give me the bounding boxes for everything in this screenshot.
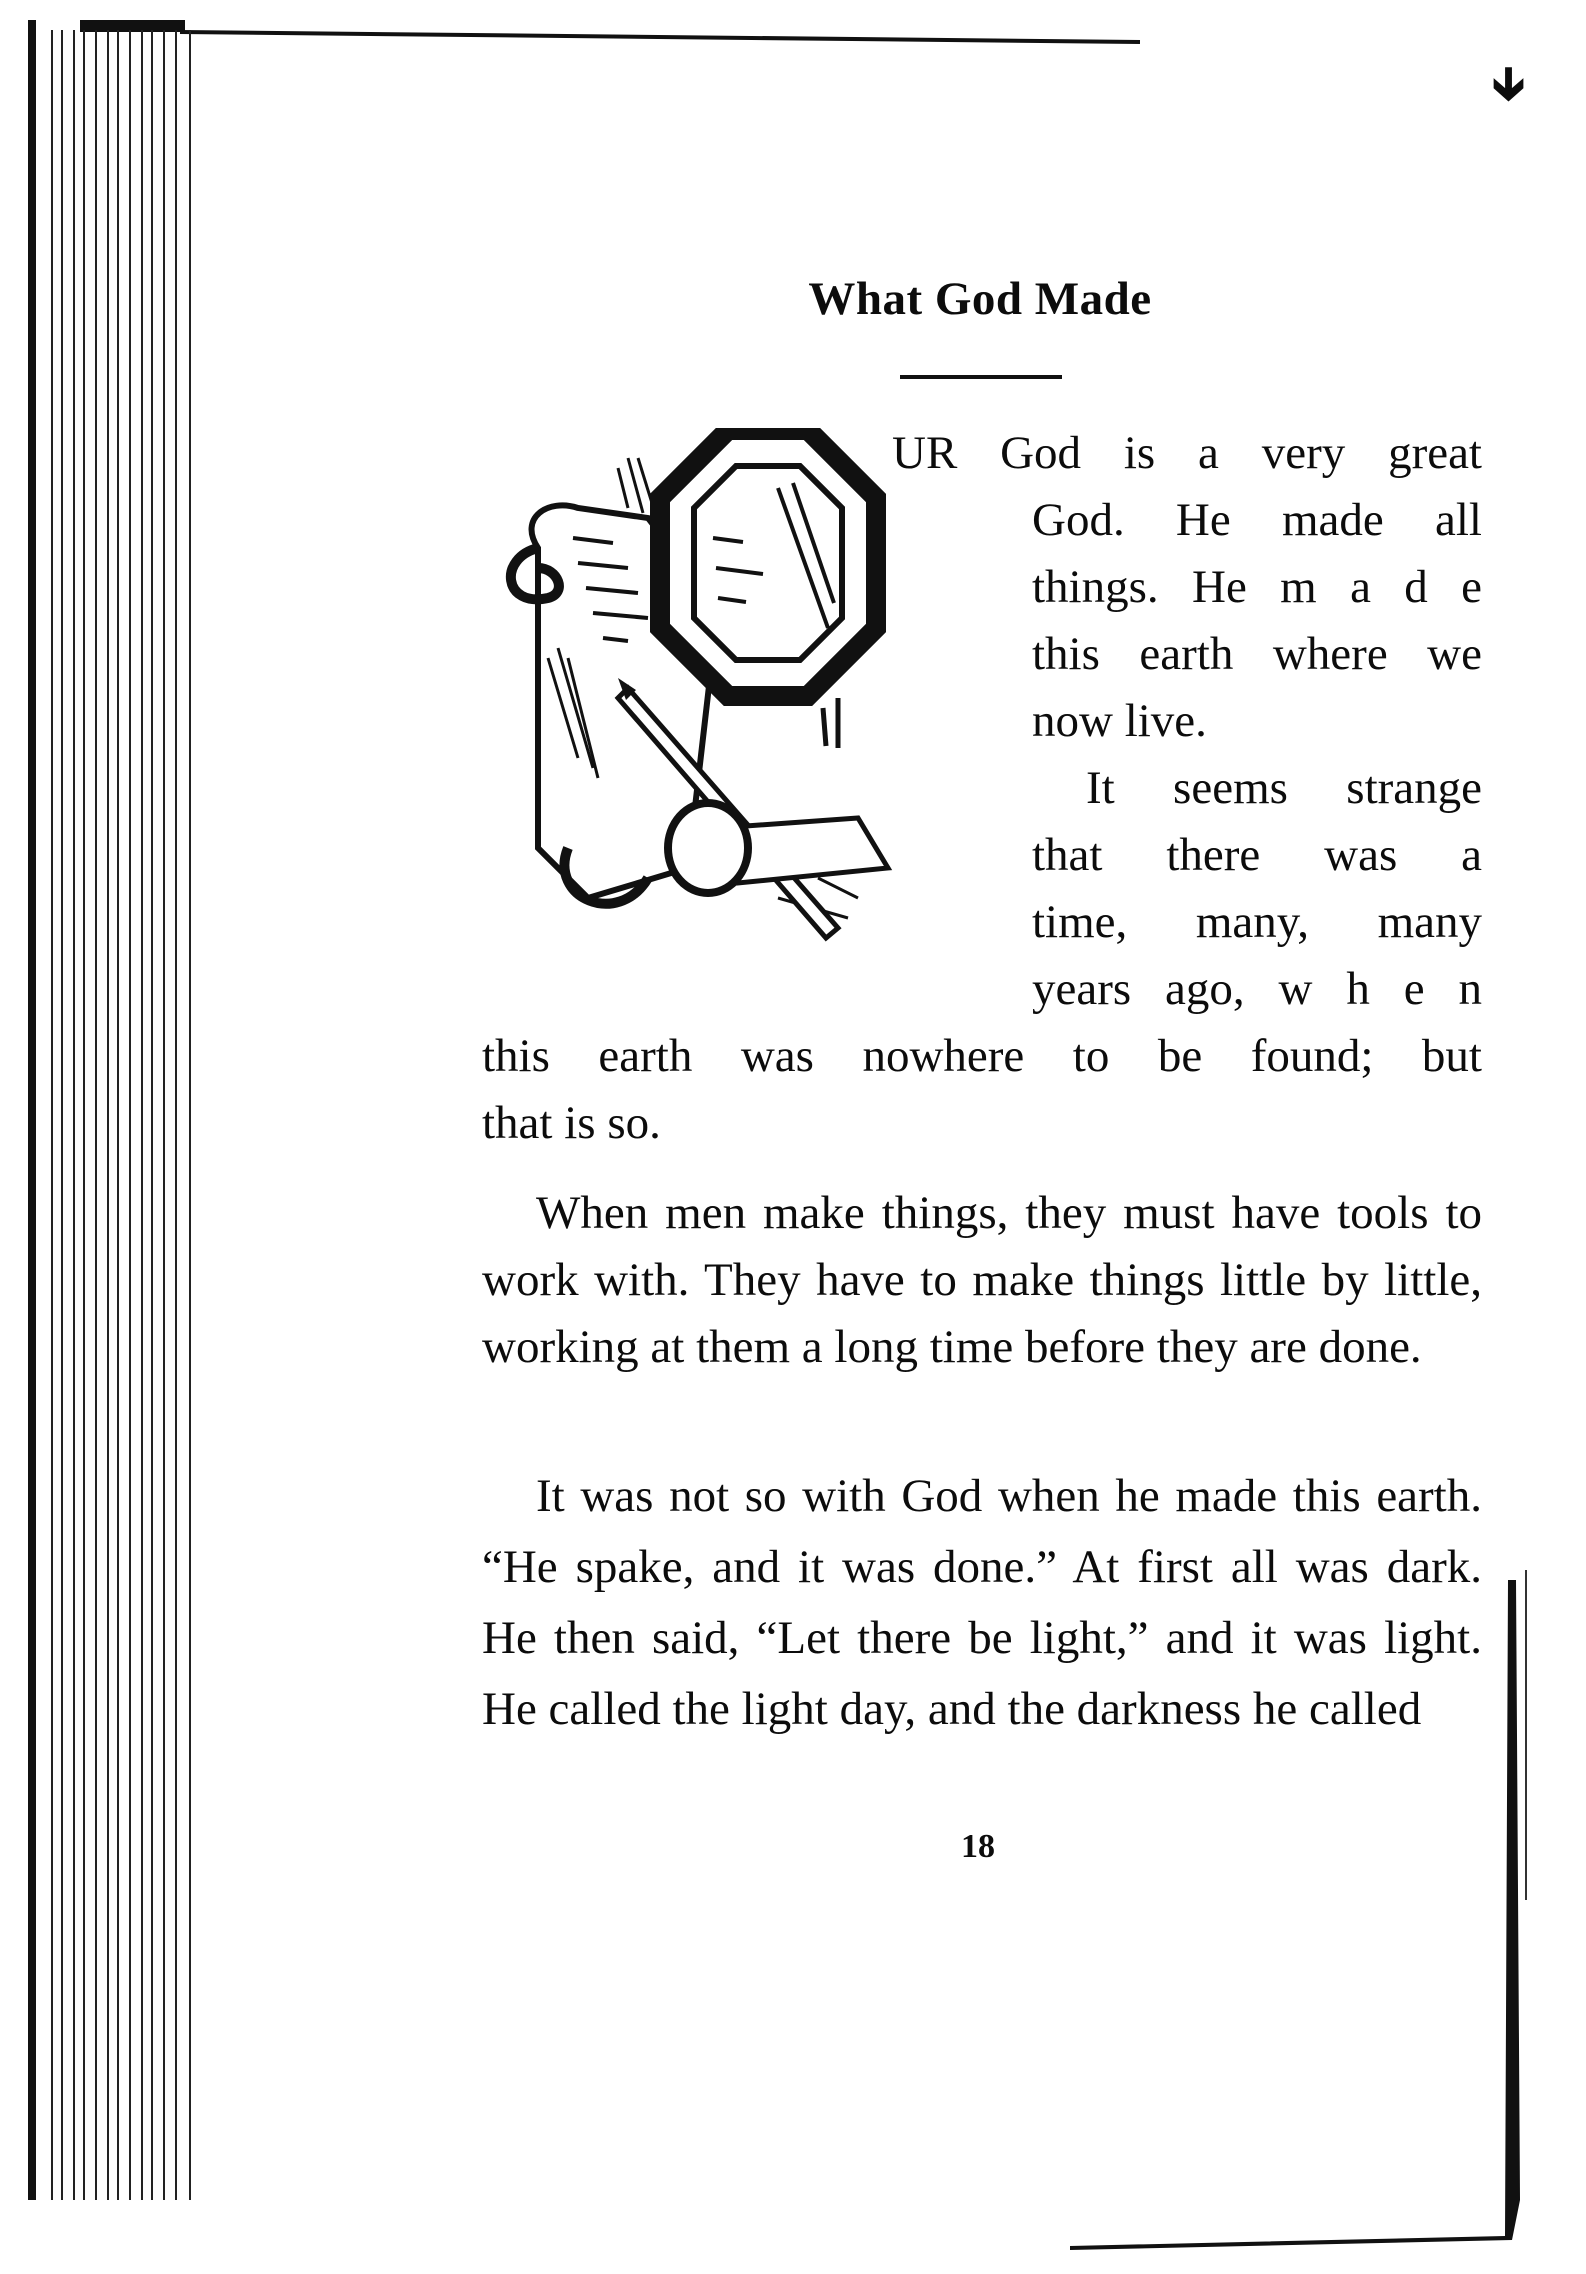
paragraph-text: When men make things, they must have tools to work with. They have to make things little by little, working at them a long time before they are done. bbox=[482, 1187, 1482, 1373]
text-line: this earth was nowhere to be found; but bbox=[482, 1030, 1482, 1082]
text-line: UR God is a very great bbox=[892, 427, 1482, 479]
opening-paragraph bbox=[482, 420, 1482, 1157]
text-line: now live. bbox=[1032, 695, 1207, 747]
text-line: that is so. bbox=[482, 1097, 661, 1149]
text-line: It seems strange bbox=[1086, 762, 1482, 814]
text-line: God. He made all bbox=[1032, 494, 1482, 546]
page-number: 18 bbox=[961, 1828, 995, 1865]
page-title: What God Made bbox=[808, 273, 1152, 325]
paragraph-text: It was not so with God when he made this earth. “He spake, and it was done.” At first all was dark. He then said, “Let there be light,” and it was light. He called the light day, and the darkness he called bbox=[482, 1470, 1482, 1735]
text-line: this earth where we bbox=[1032, 628, 1482, 680]
paragraph-tools bbox=[482, 1180, 1482, 1381]
text-line: time, many, many bbox=[1032, 896, 1482, 948]
paragraph-creation bbox=[482, 1461, 1482, 1745]
title-rule bbox=[900, 375, 1062, 379]
text-line: things. He m a d e bbox=[1032, 561, 1482, 613]
corner-mark-icon: 🡳 bbox=[1492, 58, 1526, 109]
text-line: that there was a bbox=[1032, 829, 1482, 881]
text-line: years ago, w h e n bbox=[1032, 963, 1482, 1015]
